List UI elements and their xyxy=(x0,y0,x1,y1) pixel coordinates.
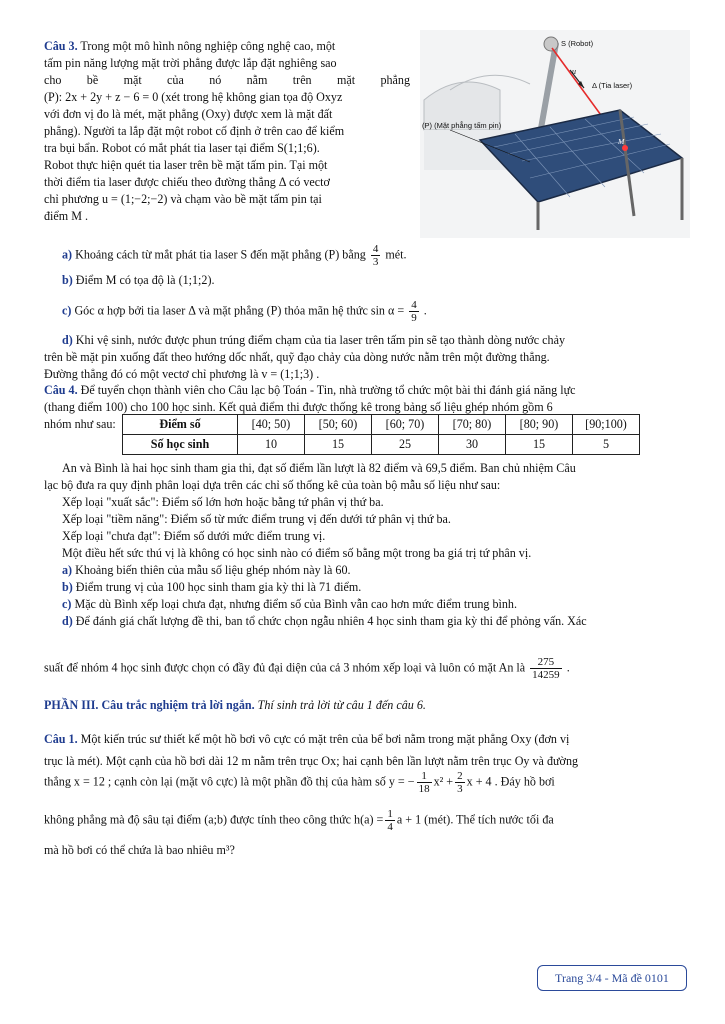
q3-a-label: a) xyxy=(62,247,73,262)
q3-c-label: c) xyxy=(62,303,72,318)
part3-heading xyxy=(44,697,687,714)
part3-instruction: Thí sinh trả lời từ câu 1 đến câu 6. xyxy=(257,698,426,712)
q3-intro-line: Trong một mô hình nông nghiệp công nghệ cao, một xyxy=(80,39,336,53)
q3-d-line: Khi vệ sinh, nước được phun trúng điểm chạm của tia laser trên tấm pin sẽ tạo thành dòng nước chảy xyxy=(75,333,566,347)
q1-line4 xyxy=(44,808,687,833)
q3-d-line: trên bề mặt pin xuống đất theo hướng dốc nhất, quỹ đạo chảy của dòng nước nằm trên một đường thẳng. xyxy=(44,350,550,364)
q4-a-label: a) xyxy=(62,563,73,577)
q3-intro-line: (P): 2x + 2y + z − 6 = 0 (xét trong hệ không gian tọa độ Oxyz xyxy=(44,90,343,104)
q4-body-line: Xếp loại "tiềm năng": Điểm số từ mức điểm trung vị đến dưới tứ phân vị thứ ba. xyxy=(62,512,451,526)
q1-line4-a: không phẳng mà độ sâu tại điểm (a;b) được tính theo công thức h(a) = xyxy=(44,812,384,827)
q3-statement-a xyxy=(62,243,702,268)
table-cell: [60; 70) xyxy=(372,415,439,435)
q4-b-label: b) xyxy=(62,580,73,594)
q4-body-line: Xếp loại "xuất sắc": Điểm số lớn hơn hoặc bằng tứ phân vị thứ ba. xyxy=(62,495,384,509)
q4-a-text: Khoảng biến thiên của mẫu số liệu ghép nhóm này là 60. xyxy=(75,563,351,577)
q4-b-text: Điểm trung vị của 100 học sinh tham gia kỳ thi là 71 điểm. xyxy=(75,580,362,594)
q4-title: Câu 4. xyxy=(44,383,78,397)
table-cell: 30 xyxy=(439,435,506,455)
m-label: M xyxy=(618,137,625,146)
q3-intro-line: với đơn vị đo là mét, mặt phẳng (Oxy) được xem là mặt đất xyxy=(44,107,333,121)
q3-intro-line: thời điểm tia laser được chiếu theo đường thẳng Δ có vectơ xyxy=(44,175,330,189)
q3-intro-line: phẳng). Người ta lắp đặt một robot cố định ở trên cao để kiểm xyxy=(44,124,345,138)
q1-line: trục là mét). Một cạnh của hồ bơi dài 12 m nằm trên trục Ox; hai cạnh bên lần lượt nằm trên trục Oy và đường xyxy=(44,754,579,768)
q4-body xyxy=(44,460,687,630)
table-cell: 5 xyxy=(573,435,640,455)
q1-line: Một kiến trúc sư thiết kế một hồ bơi vô cực có mặt trên của bể bơi nằm trong mặt phẳng Oxy (đơn vị xyxy=(80,732,570,746)
table-cell: 15 xyxy=(305,435,372,455)
q3-statement-b xyxy=(62,272,702,289)
q3-intro-line: tấm pin năng lượng mặt trời phẳng được lắp đặt nghiêng sao xyxy=(44,56,337,70)
table-cell: [50; 60) xyxy=(305,415,372,435)
q1-line4-b: a + 1 (mét). Thể tích nước tối đa xyxy=(396,812,554,827)
q3-statement-d xyxy=(44,332,687,383)
q3-intro-line: cho bề mặt của nó nằm trên mặt phẳng xyxy=(44,73,410,87)
q1-question: mà hồ bơi có thể chứa là bao nhiêu m³? xyxy=(44,843,235,857)
table-row xyxy=(123,415,640,435)
q4-body-line: Xếp loại "chưa đạt": Điểm số dưới mức điểm trung vị. xyxy=(62,529,326,543)
q3-intro-line: điểm M . xyxy=(44,209,89,223)
table-cell: [90;100) xyxy=(573,415,640,435)
q3-intro-line: Robot thực hiện quét tia laser trên bề mặt tấm pin. Tại một xyxy=(44,158,328,172)
q4-d-fraction: $\frac{275}{14259}$ xyxy=(532,656,560,681)
q3-a-text: Khoảng cách từ mắt phát tia laser S đến mặt phẳng (P) bằng xyxy=(75,247,366,262)
q3-intro-line: tra bụi bẩn. Robot có mắt phát tia laser tại điểm S(1;1;6). xyxy=(44,141,320,155)
table-header-score: Điểm số xyxy=(123,415,238,435)
q3-a-tail: mét. xyxy=(385,247,407,262)
solar-panel-figure xyxy=(420,30,690,238)
part3-title: PHẦN III. Câu trắc nghiệm trả lời ngắn. xyxy=(44,698,255,712)
q3-a-fraction: $\frac{4}{3}$ xyxy=(372,243,379,268)
table-row xyxy=(123,435,640,455)
q4-intro-line: nhóm như sau: xyxy=(44,417,116,431)
q3-c-text: Góc α hợp bởi tia laser Δ và mặt phẳng (P) thỏa mãn hệ thức sin α = xyxy=(74,303,405,318)
table-cell: [40; 50) xyxy=(238,415,305,435)
q1-line3 xyxy=(44,770,687,795)
q4-c-text: Mặc dù Bình xếp loại chưa đạt, nhưng điểm số của Bình vẫn cao hơn mức điểm trung bình. xyxy=(74,597,517,611)
q1-text xyxy=(44,728,687,772)
q3-b-label: b) xyxy=(62,273,73,287)
q1-line5 xyxy=(44,842,687,859)
q1-line3-c: x + 4 . Đáy hồ bơi xyxy=(466,774,555,789)
q4-d-line: Để đánh giá chất lượng đề thi, ban tổ chức chọn ngẫu nhiên 4 học sinh tham gia kỳ thi để phỏng vấn. Xác xyxy=(75,614,587,628)
q4-intro-line: Để tuyển chọn thành viên cho Câu lạc bộ Toán - Tin, nhà trường tổ chức một bài thi đánh giá năng lực xyxy=(80,383,576,397)
q3-c-fraction: $\frac{4}{9}$ xyxy=(411,299,417,324)
page-footer: Trang 3/4 - Mã đề 0101 xyxy=(537,965,687,991)
q1-line3-b: x² + xyxy=(433,774,454,789)
table-cell: 25 xyxy=(372,435,439,455)
q1-fraction-2: $\frac{2}{3}$ xyxy=(457,770,463,795)
q4-d-label: d) xyxy=(62,614,73,628)
q3-statement-c xyxy=(62,299,702,324)
plane-label: (P) (Mặt phẳng tấm pin) xyxy=(422,121,502,130)
q4-body-line: Một điều hết sức thú vị là không có học sinh nào có điểm số bằng một trong ba giá trị tứ phân vị. xyxy=(62,546,532,560)
table-cell: [70; 80) xyxy=(439,415,506,435)
q4-c-label: c) xyxy=(62,597,72,611)
q3-intro xyxy=(44,38,410,225)
q3-c-tail: . xyxy=(423,303,427,318)
q3-intro-line: chỉ phương u = (1;−2;−2) và chạm vào bề mặt tấm pin tại xyxy=(44,192,322,206)
table-cell: 15 xyxy=(506,435,573,455)
q1-fraction-1: $\frac{1}{18}$ xyxy=(418,770,430,795)
q4-body-line: lạc bộ đưa ra quy định phân loại dựa trên các chỉ số thống kê của toàn bộ mẫu số liệu như sau: xyxy=(44,478,501,492)
q3-d-line: Đường thẳng đó có một vectơ chỉ phương là v = (1;1;3) . xyxy=(44,367,320,381)
table-cell: [80; 90) xyxy=(506,415,573,435)
q4-body-line: An và Bình là hai học sinh tham gia thi, đạt số điểm lần lượt là 82 điểm và 69,5 điểm. Ban chủ nhiệm Câu xyxy=(62,461,576,475)
u-label: u xyxy=(572,67,576,76)
q1-title: Câu 1. xyxy=(44,732,78,746)
q3-title: Câu 3. xyxy=(44,39,78,53)
q4-d-continued xyxy=(44,656,687,681)
q1-fraction-3: $\frac{1}{4}$ xyxy=(387,808,393,833)
table-header-count: Số học sinh xyxy=(123,435,238,455)
score-table xyxy=(122,414,640,455)
q1-line3-a: thẳng x = 12 ; cạnh còn lại (mặt vô cực) là một phần đồ thị của hàm số y = − xyxy=(44,774,415,789)
q3-b-text: Điểm M có tọa độ là (1;1;2). xyxy=(75,273,215,287)
robot-label: S (Robot) xyxy=(561,39,594,48)
q4-intro-line: (thang điểm 100) cho 100 học sinh. Kết quả điểm thi được thống kê trong bảng số liệu ghép nhóm gồm 6 xyxy=(44,400,553,414)
q3-d-label: d) xyxy=(62,333,73,347)
laser-label: Δ (Tia laser) xyxy=(592,81,633,90)
q4-d-line: suất để nhóm 4 học sinh được chọn có đầy đủ đại diện của cả 3 nhóm xếp loại và luôn có mặt An là xyxy=(44,660,526,675)
q4-d-tail: . xyxy=(566,660,570,675)
table-cell: 10 xyxy=(238,435,305,455)
